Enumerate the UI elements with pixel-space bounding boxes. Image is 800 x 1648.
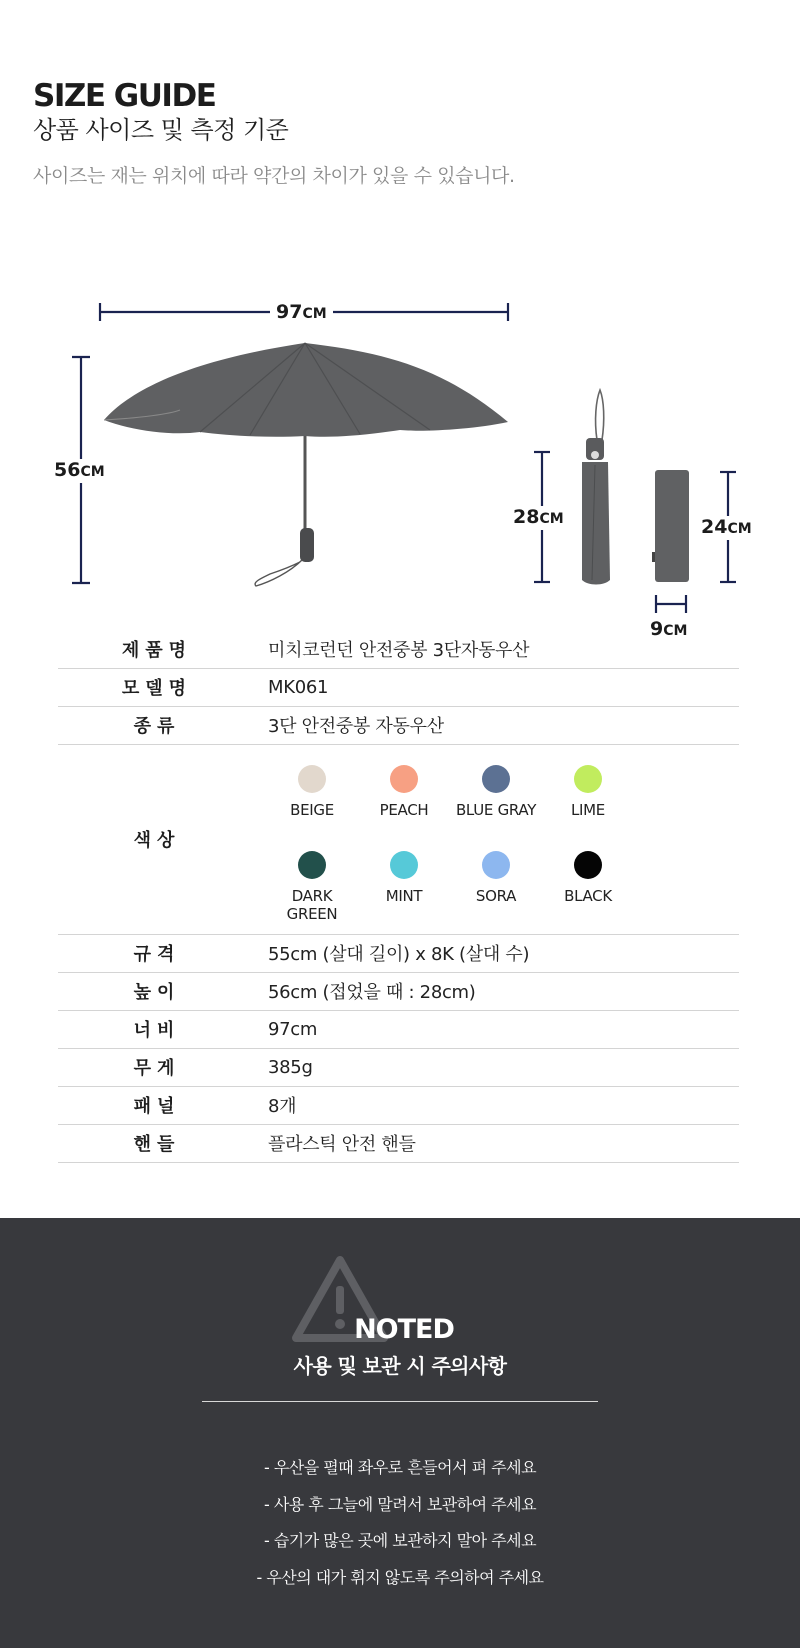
noted-section <box>0 1218 800 1648</box>
case-width-label: 9CM <box>650 618 688 640</box>
case-height-label: 24CM <box>701 516 752 538</box>
color-swatch <box>358 765 450 837</box>
spec-value: 3단 안전중봉 자동우산 <box>256 706 739 744</box>
spec-value: 미치코런던 안전중봉 3단자동우산 <box>256 630 739 668</box>
spec-row-handle <box>58 1124 739 1162</box>
color-swatch <box>450 851 542 923</box>
color-name: MINT <box>385 887 423 905</box>
spec-value: 플라스틱 안전 핸들 <box>256 1124 739 1162</box>
spec-value: 385g <box>256 1048 739 1086</box>
color-dot <box>574 851 602 879</box>
list-item: - 우산의 대가 휘지 않도록 주의하여 주세요 <box>256 1567 544 1587</box>
spec-label: 색상 <box>58 744 256 934</box>
spec-row-model <box>58 668 739 706</box>
color-swatch <box>450 765 542 837</box>
color-dot <box>482 851 510 879</box>
spec-row-height <box>58 972 739 1010</box>
color-dot <box>298 765 326 793</box>
case-width-dimension-line <box>656 595 686 613</box>
color-dot <box>298 851 326 879</box>
measurement-note: 사이즈는 재는 위치에 따라 약간의 차이가 있을 수 있습니다. <box>33 165 515 187</box>
spec-label: 무게 <box>58 1048 256 1086</box>
spec-label: 모델명 <box>58 668 256 706</box>
spec-row-color <box>58 744 739 934</box>
folded-umbrella <box>582 390 610 585</box>
spec-label: 규격 <box>58 934 256 972</box>
spec-value: 55cm (살대 길이) x 8K (살대 수) <box>256 934 739 972</box>
color-name: DARK GREEN <box>286 887 338 923</box>
color-name: SORA <box>475 887 517 905</box>
spec-label: 종류 <box>58 706 256 744</box>
spec-value: MK061 <box>256 668 739 706</box>
spec-label: 너비 <box>58 1010 256 1048</box>
noted-title: NOTED <box>354 1314 454 1345</box>
spec-table <box>58 630 739 1163</box>
color-name: BLUE GRAY <box>455 801 537 819</box>
spec-value: 56cm (접었을 때 : 28cm) <box>256 972 739 1010</box>
spec-row-product-name <box>58 630 739 668</box>
list-item: - 습기가 많은 곳에 보관하지 말아 주세요 <box>263 1531 537 1550</box>
color-name: BEIGE <box>290 801 334 819</box>
spec-value <box>256 744 739 934</box>
caution-list <box>0 1450 800 1596</box>
color-dot <box>574 765 602 793</box>
color-name: PEACH <box>379 801 429 819</box>
color-name: LIME <box>570 801 605 819</box>
umbrella-illustration <box>0 290 800 630</box>
color-swatch <box>542 851 634 923</box>
spec-value: 97cm <box>256 1010 739 1048</box>
height-label: 56CM <box>54 459 105 481</box>
spec-label: 패널 <box>58 1086 256 1124</box>
spec-row-panel <box>58 1086 739 1124</box>
page-subtitle: 상품 사이즈 및 측정 기준 <box>33 116 289 144</box>
noted-subtitle: 사용 및 보관 시 주의사항 <box>293 1354 507 1378</box>
folded-height-label: 28CM <box>513 506 564 528</box>
color-swatch <box>266 765 358 837</box>
spec-row-weight <box>58 1048 739 1086</box>
color-dot <box>390 851 418 879</box>
list-item: - 사용 후 그늘에 말려서 보관하여 주세요 <box>263 1494 537 1514</box>
color-swatches <box>266 755 739 923</box>
spec-value: 8개 <box>256 1086 739 1124</box>
color-swatch <box>358 851 450 923</box>
umbrella-case <box>652 470 689 582</box>
color-dot <box>390 765 418 793</box>
open-umbrella <box>104 343 508 586</box>
spec-row-type <box>58 706 739 744</box>
size-guide-header <box>33 78 515 190</box>
list-item: - 우산을 펼때 좌우로 흔들어서 펴 주세요 <box>263 1458 537 1477</box>
umbrella-size-diagram <box>0 290 800 640</box>
color-name: BLACK <box>564 887 612 905</box>
spec-label: 높이 <box>58 972 256 1010</box>
color-dot <box>482 765 510 793</box>
spec-label: 핸들 <box>58 1124 256 1162</box>
spec-row-width <box>58 1010 739 1048</box>
color-swatch <box>542 765 634 837</box>
spec-label: 제품명 <box>58 630 256 668</box>
width-label: 97CM <box>270 301 333 325</box>
page-title: SIZE GUIDE <box>33 78 216 114</box>
divider <box>202 1401 598 1402</box>
spec-row-size <box>58 934 739 972</box>
color-swatch <box>266 851 358 923</box>
